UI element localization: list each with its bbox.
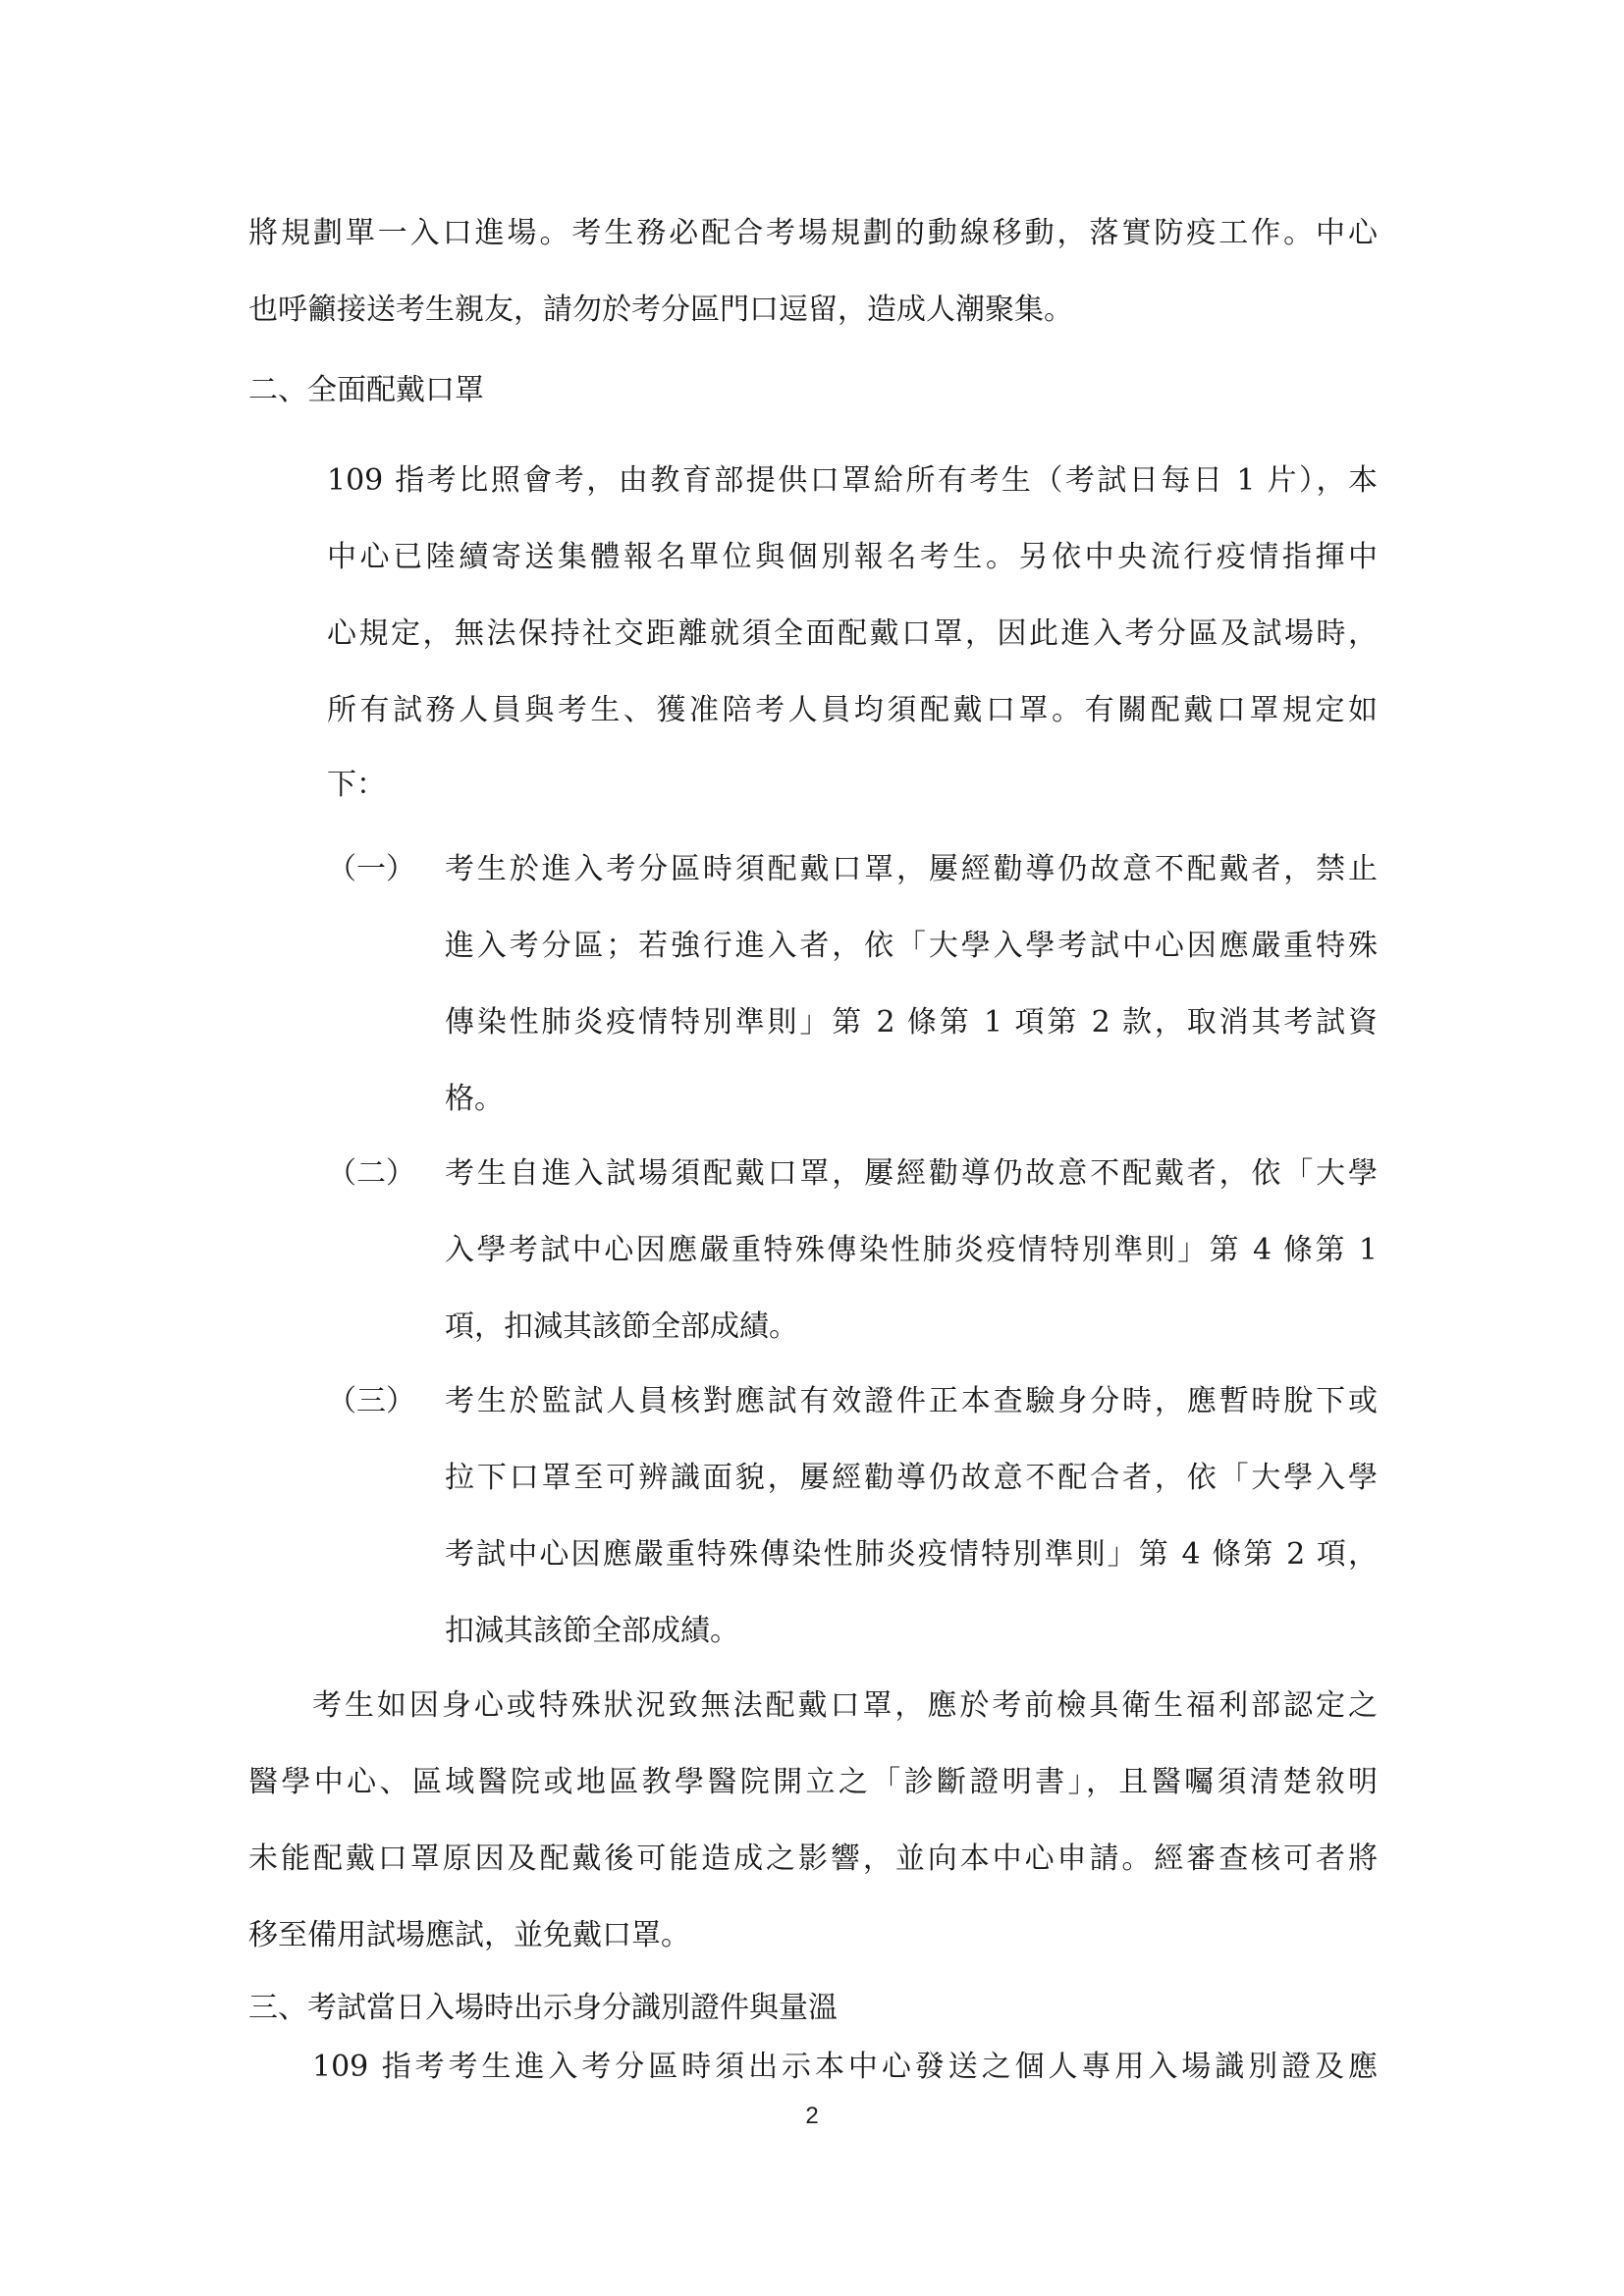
list-item-line: 拉下口罩至可辨識面貌，屢經勸導仍故意不配合者，依「大學入學 bbox=[445, 1461, 1378, 1495]
paragraph-line: 中心已陸續寄送集體報名單位與個別報名考生。另依中央流行疫情指揮中 bbox=[327, 540, 1378, 574]
intro-line: 也呼籲接送考生親友，請勿於考分區門口逗留，造成人潮聚集。 bbox=[248, 293, 1073, 327]
list-item-line: 考生於監試人員核對應試有效證件正本查驗身分時，應暫時脫下或 bbox=[445, 1384, 1378, 1418]
note-line: 醫學中心、區域醫院或地區教學醫院開立之「診斷證明書」，且醫囑須清楚敘明 bbox=[248, 1765, 1378, 1799]
list-item-line: 考試中心因應嚴重特殊傳染性肺炎疫情特別準則」第 4 條第 2 項， bbox=[445, 1537, 1378, 1572]
paragraph-line: 109 指考考生進入考分區時須出示本中心發送之個人專用入場識別證及應 bbox=[312, 2050, 1378, 2084]
list-item-line: 進入考分區；若強行進入者，依「大學入學考試中心因應嚴重特殊 bbox=[445, 929, 1378, 963]
section-heading: 二、全面配戴口罩 bbox=[248, 373, 484, 407]
paragraph-line: 心規定，無法保持社交距離就須全面配戴口罩，因此進入考分區及試場時， bbox=[327, 616, 1378, 651]
list-item-label: （二） bbox=[327, 1156, 415, 1191]
note-line: 移至備用試場應試，並免戴口罩。 bbox=[248, 1918, 690, 1952]
list-item-line: 入學考試中心因應嚴重特殊傳染性肺炎疫情特別準則」第 4 條第 1 bbox=[445, 1233, 1378, 1267]
list-item-line: 項，扣減其該節全部成績。 bbox=[445, 1309, 798, 1344]
section-heading: 三、考試當日入場時出示身分識別證件與量溫 bbox=[248, 1991, 838, 2025]
list-item-label: （一） bbox=[327, 852, 415, 886]
note-line: 考生如因身心或特殊狀況致無法配戴口罩，應於考前檢具衛生福利部認定之 bbox=[312, 1688, 1378, 1723]
list-item-line: 扣減其該節全部成績。 bbox=[445, 1614, 739, 1648]
paragraph-line: 109 指考比照會考，由教育部提供口罩給所有考生（考試日每日 1 片），本 bbox=[327, 463, 1378, 498]
list-item-label: （三） bbox=[327, 1384, 415, 1418]
list-item-line: 格。 bbox=[445, 1082, 504, 1116]
list-item-line: 傳染性肺炎疫情特別準則」第 2 條第 1 項第 2 款，取消其考試資 bbox=[445, 1005, 1378, 1040]
paragraph-line: 下： bbox=[327, 768, 386, 802]
list-item-line: 考生於進入考分區時須配戴口罩，屢經勸導仍故意不配戴者，禁止 bbox=[445, 852, 1378, 886]
list-item-line: 考生自進入試場須配戴口罩，屢經勸導仍故意不配戴者，依「大學 bbox=[445, 1156, 1378, 1191]
paragraph-line: 所有試務人員與考生、獲准陪考人員均須配戴口罩。有關配戴口罩規定如 bbox=[327, 693, 1378, 727]
intro-line: 將規劃單一入口進場。考生務必配合考場規劃的動線移動，落實防疫工作。中心 bbox=[248, 216, 1378, 250]
page-number: 2 bbox=[805, 2103, 819, 2129]
note-line: 未能配戴口罩原因及配戴後可能造成之影響，並向本中心申請。經審查核可者將 bbox=[248, 1842, 1378, 1876]
